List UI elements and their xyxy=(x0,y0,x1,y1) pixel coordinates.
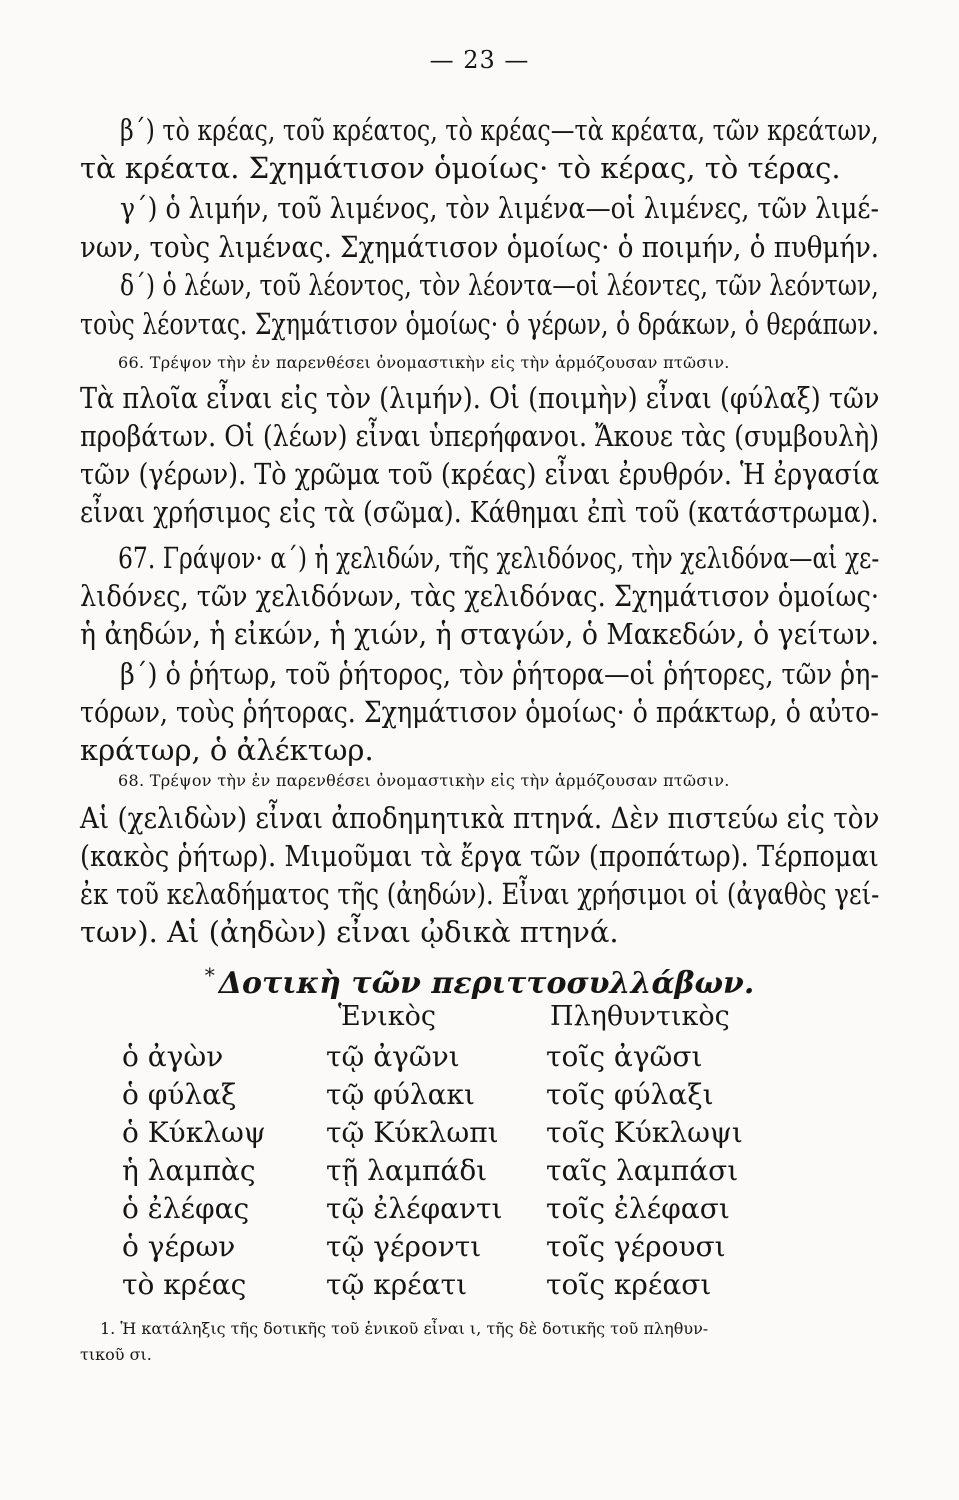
cell-dative-singular: τῷ φύλακι xyxy=(326,1078,475,1111)
cell-nominative: τὸ κρέας xyxy=(122,1268,247,1301)
exercise-instruction: 68. Τρέψον τὴν ἐν παρενθέσει ὀνομαστικὴν εἰς τὴν ἁρμόζουσαν πτῶσιν. xyxy=(118,771,730,790)
cell-nominative: ὁ ἐλέφας xyxy=(122,1192,250,1225)
text-line: προβάτων. Οἱ (λέων) εἶναι ὑπερήφανοι. Ἄκουε τὰς (συμβουλὴ) xyxy=(80,419,880,453)
cell-dative-plural: τοῖς γέρουσι xyxy=(546,1230,726,1263)
cell-nominative: ὁ γέρων xyxy=(122,1230,236,1263)
table-row xyxy=(0,1116,959,1152)
text-line: Αἱ (χελιδὼν) εἶναι ἀποδημητικὰ πτηνά. Δὲν πιστεύω εἰς τὸν xyxy=(80,801,880,835)
cell-dative-singular: τῷ γέροντι xyxy=(326,1230,482,1263)
text-line: β΄) τὸ κρέας, τοῦ κρέατος, τὸ κρέας—τὰ κρέατα, τῶν κρεάτων, xyxy=(120,113,879,147)
text-line: 67. Γράψον· α΄) ἡ χελιδών, τῆς χελιδόνος, τὴν χελιδόνα—αἱ χε- xyxy=(118,541,880,575)
text-line: Τὰ πλοῖα εἶναι εἰς τὸν (λιμήν). Οἱ (ποιμὴν) εἶναι (φύλαξ) τῶν xyxy=(80,381,880,415)
cell-dative-singular: τῷ ἀγῶνι xyxy=(326,1040,460,1073)
text-line: ἐκ τοῦ κελαδήματος τῆς (ἀηδών). Εἶναι χρήσιμοι οἱ (ἀγαθὸς γεί- xyxy=(80,877,880,911)
text-line: των). Αἱ (ἀηδὼν) εἶναι ᾠδικὰ πτηνά. xyxy=(80,915,619,949)
cell-dative-plural: τοῖς ἀγῶσι xyxy=(546,1040,703,1073)
text-line: κράτωρ, ὁ ἀλέκτωρ. xyxy=(80,733,374,767)
cell-nominative: ὁ Κύκλωψ xyxy=(122,1116,266,1149)
exercise-instruction: 66. Τρέψον τὴν ἐν παρενθέσει ὀνομαστικὴν εἰς τὴν ἁρμόζουσαν πτῶσιν. xyxy=(118,353,730,372)
text-line: γ΄) ὁ λιμήν, τοῦ λιμένος, τὸν λιμένα—οἱ λιμένες, τῶν λιμέ- xyxy=(120,191,879,225)
cell-dative-singular: τῷ κρέατι xyxy=(326,1268,468,1301)
cell-dative-singular: τῷ ἐλέφαντι xyxy=(326,1192,503,1225)
footnote-line: 1. Ἡ κατάληξις τῆς δοτικῆς τοῦ ἑνικοῦ εἶναι ι, τῆς δὲ δοτικῆς τοῦ πληθυν- xyxy=(100,1319,709,1338)
column-header-singular: Ἑνικὸς xyxy=(338,1001,436,1032)
table-row xyxy=(0,1192,959,1228)
text-line: λιδόνες, τῶν χελιδόνων, τὰς χελιδόνας. Σχημάτισον ὁμοίως· xyxy=(80,579,880,613)
column-header-plural: Πληθυντικὸς xyxy=(550,1001,730,1032)
text-line: τὰ κρέατα. Σχημάτισον ὁμοίως· τὸ κέρας, τὸ τέρας. xyxy=(80,151,841,185)
cell-dative-plural: ταῖς λαμπάσι xyxy=(546,1154,739,1187)
table-row xyxy=(0,1268,959,1304)
text-line: τοὺς λέοντας. Σχημάτισον ὁμοίως· ὁ γέρων, ὁ δράκων, ὁ θεράπων. xyxy=(80,307,880,341)
cell-dative-plural: τοῖς φύλαξι xyxy=(546,1078,714,1111)
table-row xyxy=(0,1154,959,1190)
table-title-text: Δοτικὴ τῶν περιττοσυλλάβων. xyxy=(218,966,755,1001)
text-line: (κακὸς ῥήτωρ). Μιμοῦμαι τὰ ἔργα τῶν (προπάτωρ). Τέρπομαι xyxy=(80,839,879,873)
text-line: εἶναι χρήσιμος εἰς τὰ (σῶμα). Κάθημαι ἐπὶ τοῦ (κατάστρωμα). xyxy=(80,495,879,529)
cell-dative-plural: τοῖς κρέασι xyxy=(546,1268,712,1301)
cell-nominative: ἡ λαμπὰς xyxy=(122,1154,256,1187)
cell-dative-singular: τῇ λαμπάδι xyxy=(326,1154,488,1187)
cell-dative-plural: τοῖς ἐλέφασι xyxy=(546,1192,730,1225)
cell-nominative: ὁ φύλαξ xyxy=(122,1078,237,1111)
table-title xyxy=(0,956,959,1003)
text-line: τόρων, τοὺς ῥήτορας. Σχημάτισον ὁμοίως· ὁ πράκτωρ, ὁ αὐτο- xyxy=(80,695,879,729)
table-row xyxy=(0,1078,959,1114)
table-row xyxy=(0,1230,959,1266)
cell-nominative: ὁ ἀγὼν xyxy=(122,1040,224,1073)
footnote-line: τικοῦ σι. xyxy=(80,1345,152,1364)
text-line: β΄) ὁ ῥήτωρ, τοῦ ῥήτορος, τὸν ῥήτορα—οἱ ῥήτορες, τῶν ῥη- xyxy=(120,657,879,691)
cell-dative-singular: τῷ Κύκλωπι xyxy=(326,1116,499,1149)
page-number: — 23 — xyxy=(429,46,530,74)
asterisk-mark: * xyxy=(204,963,215,987)
cell-dative-plural: τοῖς Κύκλωψι xyxy=(546,1116,743,1149)
text-line: τῶν (γέρων). Τὸ χρῶμα τοῦ (κρέας) εἶναι ἐρυθρόν. Ἡ ἐργασία xyxy=(80,457,880,491)
text-line: ἡ ἀηδών, ἡ εἰκών, ἡ χιών, ἡ σταγών, ὁ Μακεδών, ὁ γείτων. xyxy=(80,617,880,651)
text-line: δ΄) ὁ λέων, τοῦ λέοντος, τὸν λέοντα—οἱ λέοντες, τῶν λεόντων, xyxy=(120,268,879,302)
table-row xyxy=(0,1040,959,1076)
text-line: νων, τοὺς λιμένας. Σχημάτισον ὁμοίως· ὁ ποιμήν, ὁ πυθμήν. xyxy=(80,230,880,264)
